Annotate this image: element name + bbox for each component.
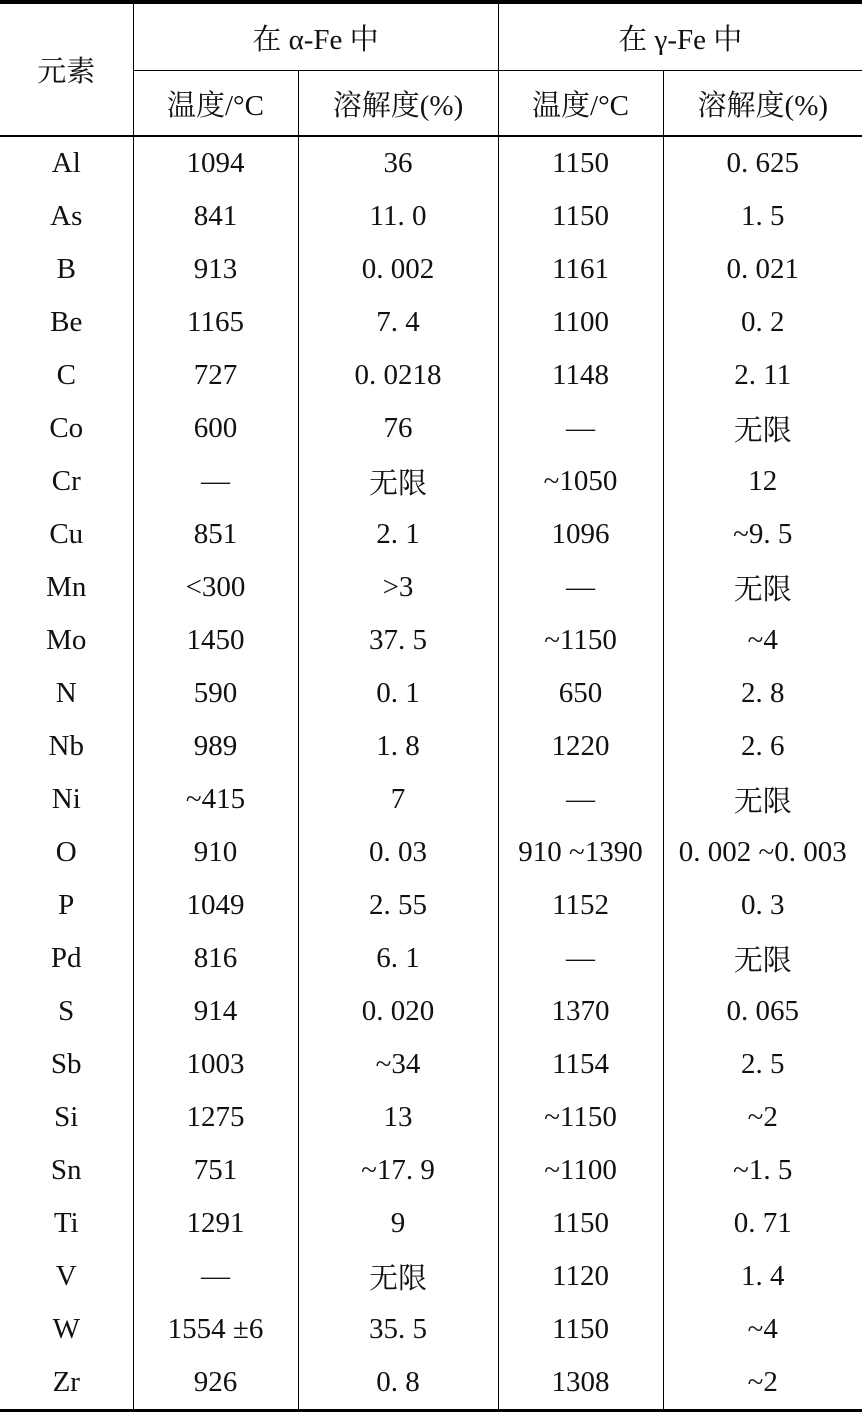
cell-gamma-temperature: 1100 bbox=[498, 296, 663, 349]
cell-gamma-solubility: ~2 bbox=[663, 1091, 862, 1144]
cell-gamma-solubility: 无限 bbox=[663, 402, 862, 455]
cell-alpha-solubility: 无限 bbox=[298, 1250, 498, 1303]
cell-gamma-temperature: 1150 bbox=[498, 1197, 663, 1250]
cell-element: N bbox=[55, 677, 77, 709]
cell-element: Nb bbox=[48, 730, 84, 762]
cell-gamma-solubility: 0. 625 bbox=[663, 136, 862, 190]
cell-alpha-temperature: 1003 bbox=[133, 1038, 298, 1091]
cell-gamma-solubility: 0. 2 bbox=[663, 296, 862, 349]
header-row-groups bbox=[0, 2, 862, 71]
cell-alpha-solubility: ~34 bbox=[298, 1038, 498, 1091]
header-element: 元素 bbox=[0, 2, 133, 136]
cell-element: Be bbox=[50, 306, 83, 338]
cell-element: Cr bbox=[51, 465, 81, 497]
cell-gamma-temperature: 1120 bbox=[498, 1250, 663, 1303]
cell-gamma-temperature: 1308 bbox=[498, 1356, 663, 1411]
cell-alpha-temperature: 816 bbox=[133, 932, 298, 985]
cell-gamma-solubility: ~9. 5 bbox=[663, 508, 862, 561]
table-row bbox=[0, 985, 862, 1038]
table-row bbox=[0, 1303, 862, 1356]
cell-gamma-solubility: 1. 4 bbox=[663, 1250, 862, 1303]
cell-gamma-temperature: ~1100 bbox=[498, 1144, 663, 1197]
table-row bbox=[0, 455, 862, 508]
cell-gamma-solubility: 1. 5 bbox=[663, 190, 862, 243]
cell-alpha-solubility: 0. 1 bbox=[298, 667, 498, 720]
table-row bbox=[0, 879, 862, 932]
cell-element: Sb bbox=[50, 1048, 82, 1080]
cell-element: Ni bbox=[51, 783, 81, 815]
cell-element: B bbox=[56, 253, 76, 285]
table-row bbox=[0, 402, 862, 455]
cell-gamma-solubility: 2. 8 bbox=[663, 667, 862, 720]
table-row bbox=[0, 826, 862, 879]
cell-alpha-temperature: 1450 bbox=[133, 614, 298, 667]
cell-gamma-temperature: 1150 bbox=[498, 190, 663, 243]
cell-element: O bbox=[55, 836, 77, 868]
cell-gamma-solubility: 0. 3 bbox=[663, 879, 862, 932]
cell-element: Si bbox=[54, 1101, 79, 1133]
cell-alpha-solubility: 7 bbox=[298, 773, 498, 826]
header-gamma-temperature: 温度/°C bbox=[498, 71, 663, 137]
cell-alpha-solubility: 36 bbox=[298, 136, 498, 190]
cell-gamma-temperature: 1150 bbox=[498, 136, 663, 190]
cell-gamma-solubility: 0. 71 bbox=[663, 1197, 862, 1250]
cell-alpha-solubility: 37. 5 bbox=[298, 614, 498, 667]
header-alpha-temperature: 温度/°C bbox=[133, 71, 298, 137]
cell-gamma-solubility: 2. 5 bbox=[663, 1038, 862, 1091]
table-row bbox=[0, 243, 862, 296]
cell-gamma-temperature: 650 bbox=[498, 667, 663, 720]
cell-element: Mn bbox=[46, 571, 87, 603]
header-group-gamma-fe: 在 γ-Fe 中 bbox=[498, 2, 862, 71]
table-row bbox=[0, 614, 862, 667]
cell-alpha-temperature: 1165 bbox=[133, 296, 298, 349]
cell-gamma-solubility: 0. 002 ~0. 003 bbox=[663, 826, 862, 879]
cell-element: Co bbox=[49, 412, 84, 444]
cell-gamma-solubility: 无限 bbox=[663, 561, 862, 614]
cell-alpha-temperature: 1049 bbox=[133, 879, 298, 932]
cell-element: Ti bbox=[53, 1207, 79, 1239]
cell-alpha-solubility: 0. 03 bbox=[298, 826, 498, 879]
cell-alpha-solubility: 0. 002 bbox=[298, 243, 498, 296]
table-row bbox=[0, 136, 862, 190]
cell-alpha-solubility: 13 bbox=[298, 1091, 498, 1144]
table-row bbox=[0, 561, 862, 614]
cell-alpha-solubility: 9 bbox=[298, 1197, 498, 1250]
cell-gamma-temperature: ~1150 bbox=[498, 1091, 663, 1144]
table-row bbox=[0, 773, 862, 826]
cell-gamma-temperature: — bbox=[498, 773, 663, 826]
table-row bbox=[0, 1144, 862, 1197]
cell-gamma-temperature: 910 ~1390 bbox=[498, 826, 663, 879]
cell-gamma-solubility: 2. 11 bbox=[663, 349, 862, 402]
cell-alpha-solubility: 0. 8 bbox=[298, 1356, 498, 1411]
cell-alpha-temperature: 841 bbox=[133, 190, 298, 243]
cell-gamma-temperature: 1096 bbox=[498, 508, 663, 561]
cell-element: V bbox=[55, 1260, 77, 1292]
cell-alpha-temperature: 1554 ±6 bbox=[133, 1303, 298, 1356]
cell-element: Sn bbox=[50, 1154, 82, 1186]
cell-alpha-solubility: 无限 bbox=[298, 455, 498, 508]
cell-alpha-temperature: — bbox=[133, 1250, 298, 1303]
cell-gamma-solubility: 无限 bbox=[663, 773, 862, 826]
cell-gamma-temperature: 1152 bbox=[498, 879, 663, 932]
cell-element: As bbox=[50, 200, 83, 232]
cell-gamma-temperature: ~1050 bbox=[498, 455, 663, 508]
cell-gamma-temperature: — bbox=[498, 932, 663, 985]
table-body bbox=[0, 136, 862, 1411]
cell-element: Cu bbox=[49, 518, 84, 550]
cell-alpha-temperature: 1275 bbox=[133, 1091, 298, 1144]
header-group-alpha-fe: 在 α-Fe 中 bbox=[133, 2, 498, 71]
cell-gamma-solubility: ~4 bbox=[663, 614, 862, 667]
cell-alpha-solubility: ~17. 9 bbox=[298, 1144, 498, 1197]
table-row bbox=[0, 932, 862, 985]
cell-alpha-temperature: 989 bbox=[133, 720, 298, 773]
table-row bbox=[0, 667, 862, 720]
cell-gamma-temperature: — bbox=[498, 561, 663, 614]
cell-gamma-solubility: ~2 bbox=[663, 1356, 862, 1411]
cell-alpha-temperature: 926 bbox=[133, 1356, 298, 1411]
table-row bbox=[0, 349, 862, 402]
cell-alpha-solubility: 1. 8 bbox=[298, 720, 498, 773]
cell-alpha-temperature: <300 bbox=[133, 561, 298, 614]
cell-alpha-solubility: 2. 55 bbox=[298, 879, 498, 932]
table-row bbox=[0, 1091, 862, 1144]
table-row bbox=[0, 190, 862, 243]
cell-alpha-solubility: 7. 4 bbox=[298, 296, 498, 349]
cell-alpha-temperature: 590 bbox=[133, 667, 298, 720]
cell-element: Pd bbox=[50, 942, 82, 974]
cell-gamma-solubility: ~1. 5 bbox=[663, 1144, 862, 1197]
table-row bbox=[0, 1197, 862, 1250]
cell-alpha-solubility: 0. 0218 bbox=[298, 349, 498, 402]
table-row bbox=[0, 1250, 862, 1303]
cell-alpha-temperature: 727 bbox=[133, 349, 298, 402]
cell-alpha-temperature: 1094 bbox=[133, 136, 298, 190]
cell-gamma-solubility: 12 bbox=[663, 455, 862, 508]
header-gamma-solubility: 溶解度(%) bbox=[663, 71, 862, 137]
cell-element: P bbox=[58, 889, 75, 921]
cell-gamma-temperature: 1154 bbox=[498, 1038, 663, 1091]
cell-alpha-temperature: 913 bbox=[133, 243, 298, 296]
cell-alpha-temperature: 751 bbox=[133, 1144, 298, 1197]
cell-gamma-temperature: — bbox=[498, 402, 663, 455]
cell-gamma-solubility: ~4 bbox=[663, 1303, 862, 1356]
cell-alpha-temperature: 1291 bbox=[133, 1197, 298, 1250]
cell-alpha-temperature: 910 bbox=[133, 826, 298, 879]
table-row bbox=[0, 720, 862, 773]
cell-gamma-temperature: 1148 bbox=[498, 349, 663, 402]
cell-gamma-temperature: 1370 bbox=[498, 985, 663, 1038]
cell-element: Al bbox=[51, 147, 81, 179]
cell-alpha-solubility: 6. 1 bbox=[298, 932, 498, 985]
table-header bbox=[0, 2, 862, 136]
cell-alpha-solubility: 76 bbox=[298, 402, 498, 455]
cell-element: W bbox=[52, 1313, 80, 1345]
table-row bbox=[0, 296, 862, 349]
cell-gamma-temperature: 1150 bbox=[498, 1303, 663, 1356]
cell-gamma-solubility: 0. 065 bbox=[663, 985, 862, 1038]
table-row bbox=[0, 1038, 862, 1091]
cell-gamma-solubility: 2. 6 bbox=[663, 720, 862, 773]
cell-alpha-solubility: 0. 020 bbox=[298, 985, 498, 1038]
header-alpha-solubility: 溶解度(%) bbox=[298, 71, 498, 137]
table-row bbox=[0, 508, 862, 561]
cell-element: C bbox=[56, 359, 76, 391]
cell-element: Zr bbox=[52, 1366, 80, 1398]
cell-gamma-temperature: 1220 bbox=[498, 720, 663, 773]
cell-alpha-temperature: 914 bbox=[133, 985, 298, 1038]
cell-gamma-temperature: 1161 bbox=[498, 243, 663, 296]
cell-gamma-temperature: ~1150 bbox=[498, 614, 663, 667]
cell-alpha-solubility: 2. 1 bbox=[298, 508, 498, 561]
cell-alpha-solubility: >3 bbox=[298, 561, 498, 614]
table-row bbox=[0, 1356, 862, 1411]
cell-alpha-solubility: 11. 0 bbox=[298, 190, 498, 243]
cell-alpha-temperature: ~415 bbox=[133, 773, 298, 826]
cell-element: Mo bbox=[46, 624, 87, 656]
cell-element: S bbox=[58, 995, 75, 1027]
cell-alpha-temperature: 851 bbox=[133, 508, 298, 561]
cell-alpha-solubility: 35. 5 bbox=[298, 1303, 498, 1356]
cell-alpha-temperature: 600 bbox=[133, 402, 298, 455]
cell-gamma-solubility: 0. 021 bbox=[663, 243, 862, 296]
cell-alpha-temperature: — bbox=[133, 455, 298, 508]
cell-gamma-solubility: 无限 bbox=[663, 932, 862, 985]
